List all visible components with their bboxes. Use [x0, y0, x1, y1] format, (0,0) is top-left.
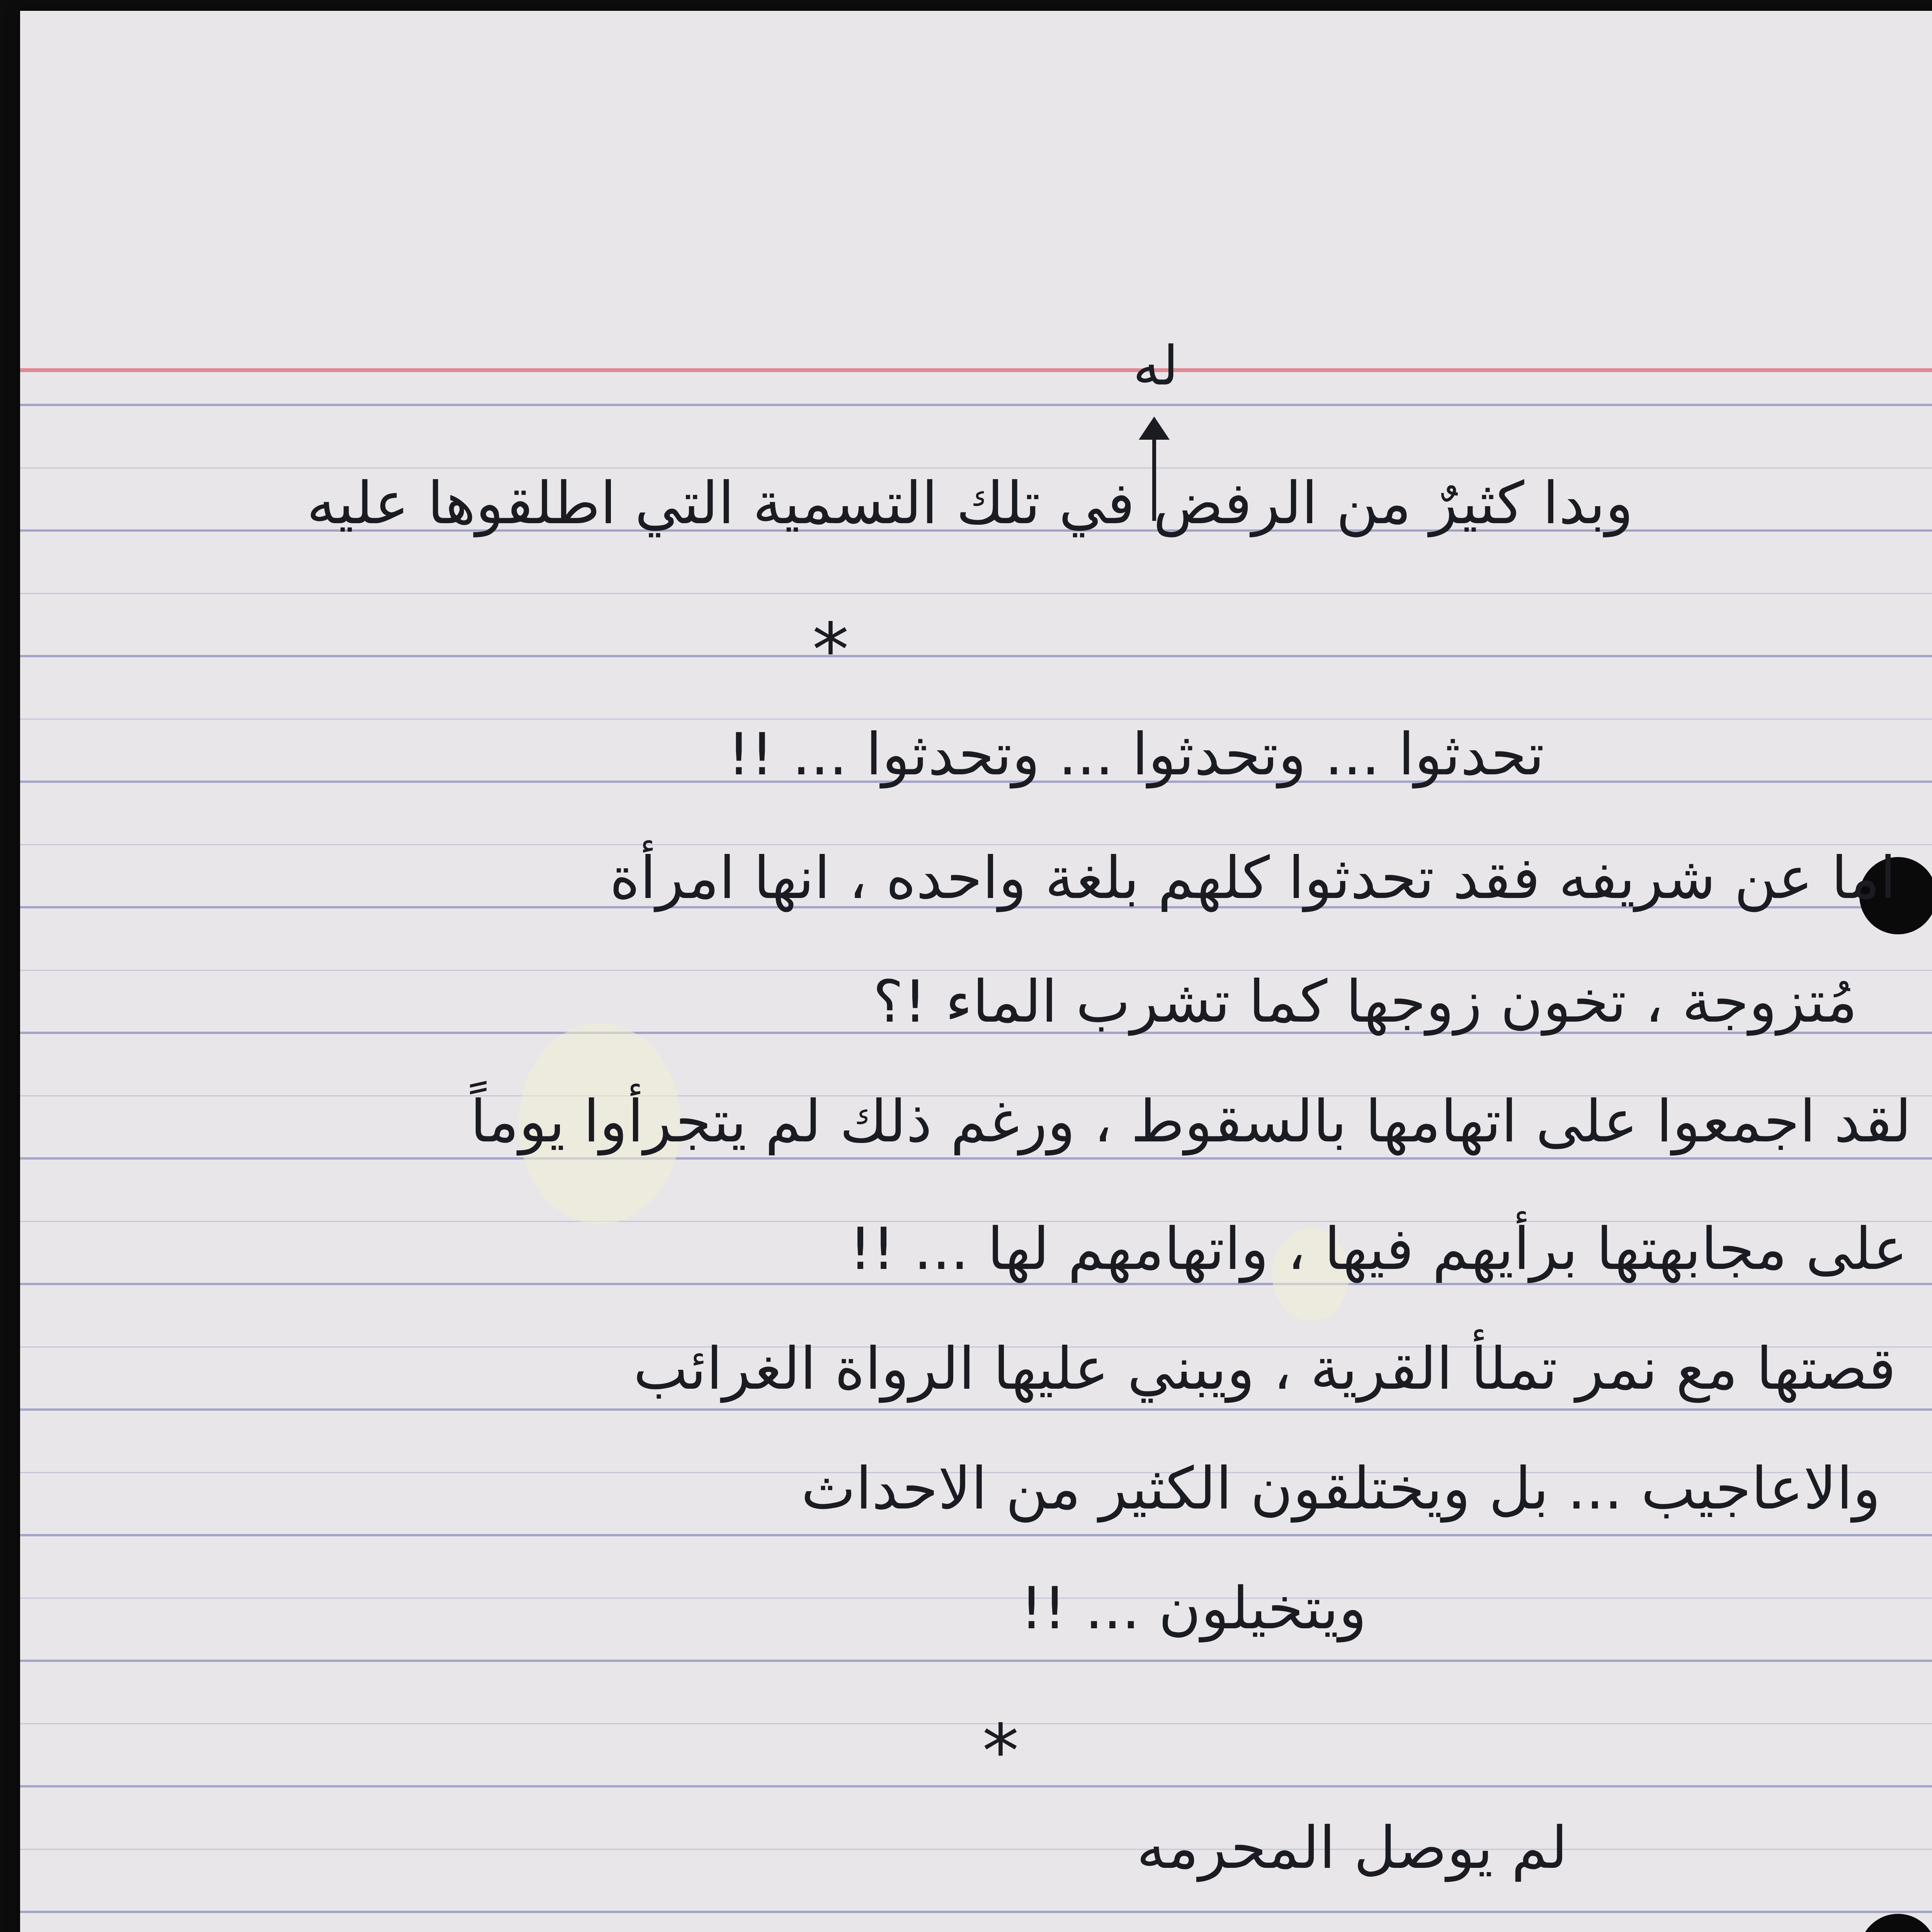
heading-line: وبدا كثيرٌ من الرفض في تلك التسمية التي اطلقوها عليه	[306, 470, 1633, 537]
text-line: لم يوصل المحرمه	[1136, 1815, 1568, 1882]
notebook-page	[20, 11, 1932, 1932]
inserted-word: له	[1133, 335, 1179, 398]
separator-asterisk: *	[812, 607, 849, 693]
text-line: والاعاجيب ... بل ويختلقون الكثير من الاحداث	[801, 1455, 1881, 1522]
text-line: مُتزوجة ، تخون زوجها كما تشرب الماء !؟	[872, 968, 1857, 1036]
text-line: ويتخيلون ... !!	[1020, 1575, 1367, 1642]
text-line: على مجابهتها برأيهم فيها ، واتهامهم لها ... !!	[849, 1216, 1908, 1283]
text-line: قصتها مع نمر تملأ القرية ، ويبني عليها الرواة الغرائب	[633, 1335, 1896, 1403]
text-line: اما عن شريفه فقد تحدثوا كلهم بلغة واحده ، انها امرأة	[609, 845, 1896, 912]
text-line: لقد اجمعوا على اتهامها بالسقوط ، ورغم ذلك لم يتجرأوا يوماً	[470, 1088, 1912, 1155]
text-line: تحدثوا ... وتحدثوا ... وتحدثوا ... !!	[727, 721, 1544, 788]
separator-asterisk: *	[982, 1709, 1019, 1794]
